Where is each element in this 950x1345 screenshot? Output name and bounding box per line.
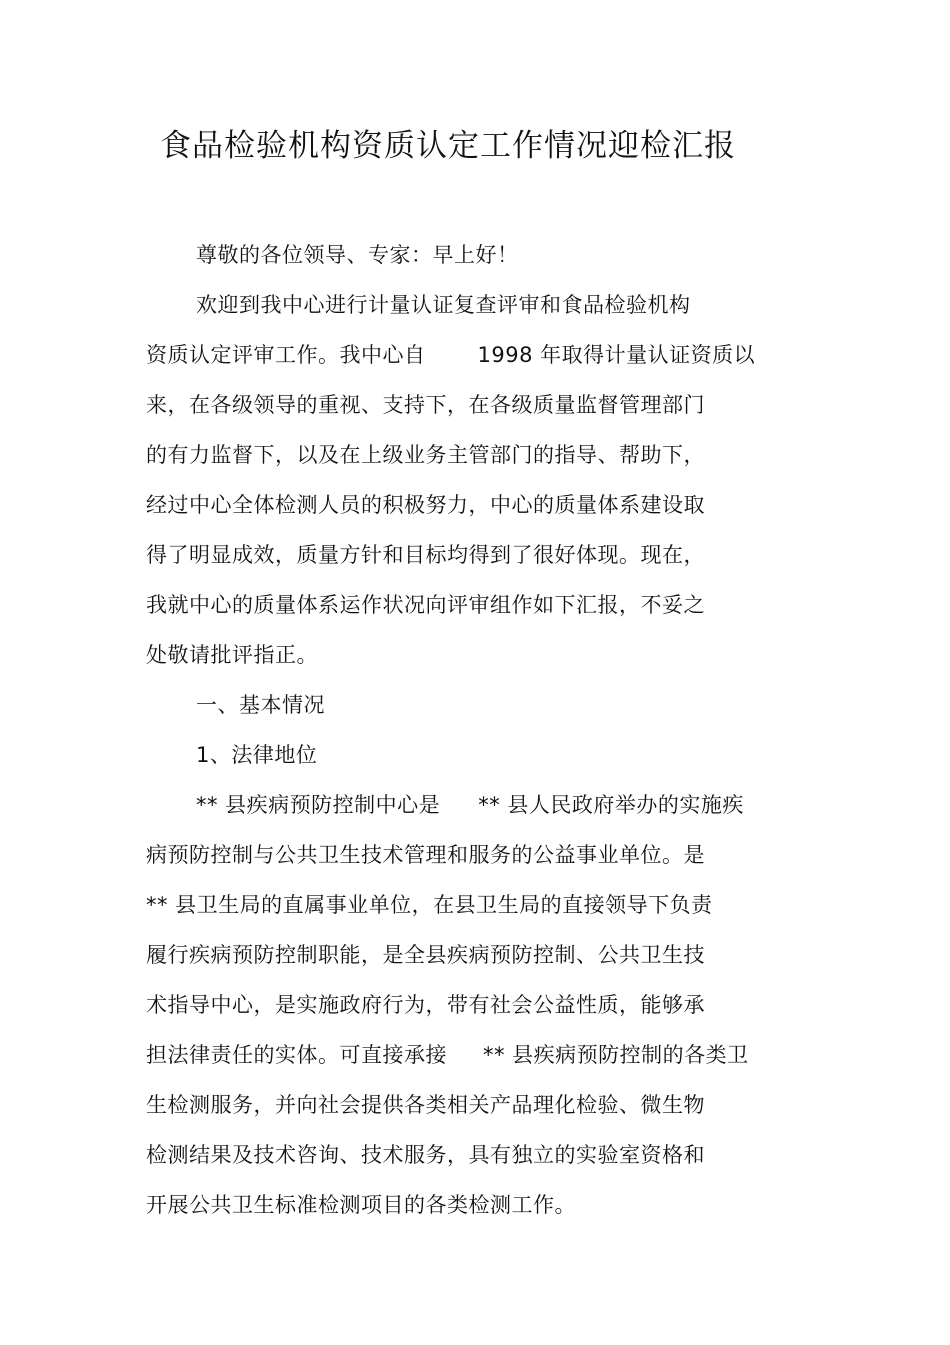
text-segment: 1998 年取得计量认证资质以 [477, 343, 756, 367]
paragraph-line: ** 县卫生局的直属事业单位，在县卫生局的直接领导下负责 [146, 893, 713, 917]
text-segment: 担法律责任的实体。可直接承接 [146, 1043, 447, 1067]
paragraph-line: 履行疾病预防控制职能，是全县疾病预防控制、公共卫生技 [146, 943, 705, 967]
paragraph-line: 欢迎到我中心进行计量认证复查评审和食品检验机构 [196, 293, 691, 317]
paragraph-line [196, 790, 744, 820]
document-title: 食品检验机构资质认定工作情况迎检汇报 [160, 128, 736, 164]
paragraph-line [146, 340, 755, 370]
text-segment: ** 县疾病预防控制的各类卫 [483, 1043, 749, 1067]
paragraph-line: 术指导中心，是实施政府行为，带有社会公益性质，能够承 [146, 993, 705, 1017]
text-segment: ** 县疾病预防控制中心是 [196, 793, 441, 817]
paragraph-line: 得了明显成效，质量方针和目标均得到了很好体现。现在， [146, 543, 705, 567]
paragraph-line: 处敬请批评指正。 [146, 643, 318, 667]
subsection-heading: 1、法律地位 [196, 743, 318, 767]
paragraph-line: 开展公共卫生标准检测项目的各类检测工作。 [146, 1193, 576, 1217]
paragraph-line: 病预防控制与公共卫生技术管理和服务的公益事业单位。是 [146, 843, 705, 867]
paragraph-line: 检测结果及技术咨询、技术服务，具有独立的实验室资格和 [146, 1143, 705, 1167]
text-segment: ** 县人民政府举办的实施疾 [478, 793, 744, 817]
paragraph-line: 生检测服务，并向社会提供各类相关产品理化检验、微生物 [146, 1093, 705, 1117]
section-heading: 一、基本情况 [196, 693, 325, 717]
text-segment: 资质认定评审工作。我中心自 [146, 343, 426, 367]
paragraph-line: 来，在各级领导的重视、支持下，在各级质量监督管理部门 [146, 393, 705, 417]
paragraph-line: 的有力监督下，以及在上级业务主管部门的指导、帮助下， [146, 443, 705, 467]
paragraph-line: 我就中心的质量体系运作状况向评审组作如下汇报，不妥之 [146, 593, 705, 617]
greeting-line: 尊敬的各位领导、专家：早上好！ [196, 243, 519, 267]
paragraph-line: 经过中心全体检测人员的积极努力，中心的质量体系建设取 [146, 493, 705, 517]
paragraph-line [146, 1040, 749, 1070]
